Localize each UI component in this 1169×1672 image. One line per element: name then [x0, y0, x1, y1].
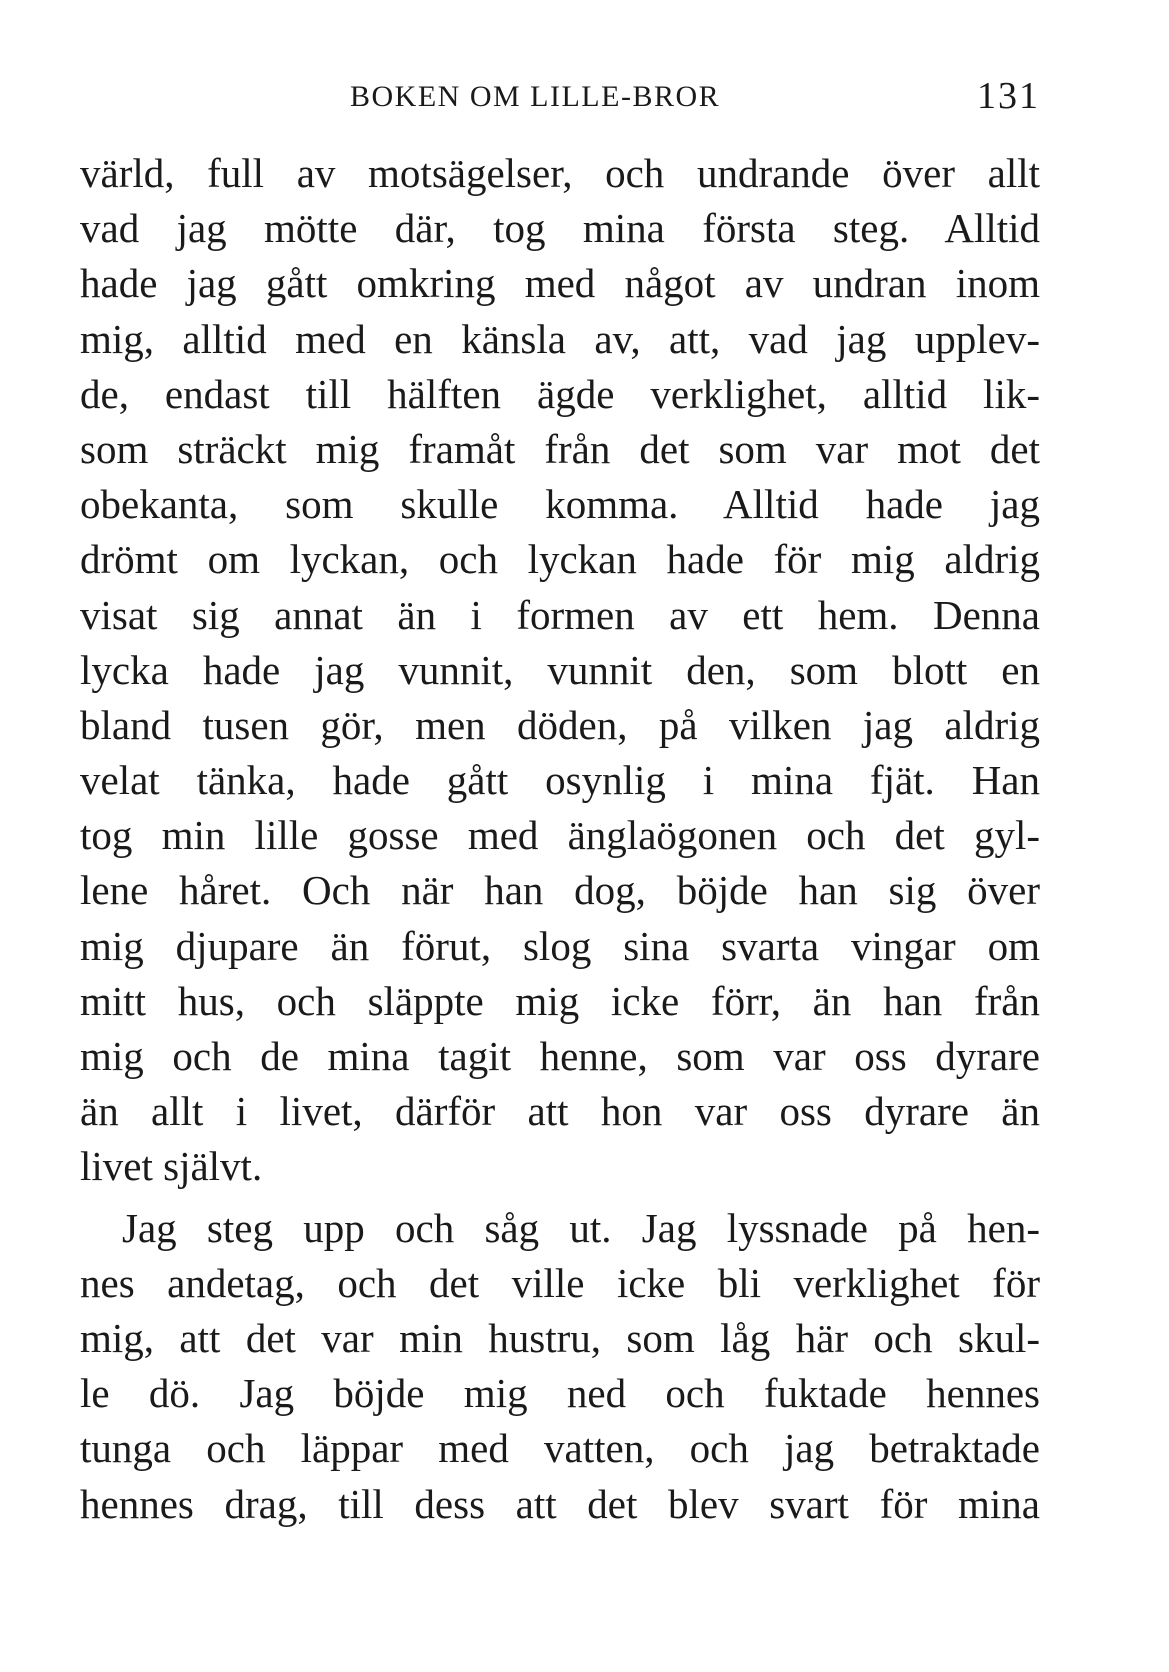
text-line: hennes drag, till dess att det blev svart för mina	[80, 1480, 1040, 1527]
text-line: bland tusen gör, men döden, på vilken jag aldrig	[80, 701, 1040, 748]
text-line: tog min lille gosse med änglaögonen och det gyl-	[80, 812, 1040, 859]
text-line: tunga och läppar med vatten, och jag betraktade	[80, 1425, 1040, 1472]
text-line: mig djupare än förut, slog sina svarta vingar om	[80, 922, 1040, 969]
text-line: värld, full av motsägelser, och undrande över allt	[80, 150, 1040, 196]
text-line: de, endast till hälften ägde verklighet, alltid lik-	[80, 370, 1040, 417]
body-text	[80, 146, 1040, 1532]
text-line: visat sig annat än i formen av ett hem. Denna	[80, 591, 1040, 638]
text-line: lene håret. Och när han dog, böjde han sig över	[80, 867, 1040, 914]
text-line: mig, alltid med en känsla av, att, vad jag upplev-	[80, 315, 1040, 362]
text-line: obekanta, som skulle komma. Alltid hade jag	[80, 481, 1040, 528]
paragraph-1	[80, 146, 1040, 1195]
text-line: nes andetag, och det ville icke bli verklighet för	[80, 1259, 1040, 1306]
text-line: mig, att det var min hustru, som låg här och skul-	[80, 1314, 1040, 1361]
paragraph-2	[80, 1201, 1040, 1532]
text-line: än allt i livet, därför att hon var oss dyrare än	[80, 1088, 1040, 1135]
text-line: Jag steg upp och såg ut. Jag lyssnade på hen-	[122, 1204, 1040, 1251]
text-line: vad jag mötte där, tog mina första steg. Alltid	[80, 205, 1040, 252]
text-line: lycka hade jag vunnit, vunnit den, som blott en	[80, 646, 1040, 693]
text-line: mitt hus, och släppte mig icke förr, än han från	[80, 977, 1040, 1024]
text-line: drömt om lyckan, och lyckan hade för mig aldrig	[80, 536, 1040, 583]
text-line: velat tänka, hade gått osynlig i mina fjät. Han	[80, 757, 1040, 804]
text-line: som sträckt mig framåt från det som var mot det	[80, 425, 1040, 472]
page-number: 131	[977, 75, 1040, 117]
text-line: livet självt.	[80, 1143, 263, 1190]
running-head	[80, 72, 1040, 116]
text-line: le dö. Jag böjde mig ned och fuktade hennes	[80, 1370, 1040, 1417]
text-line: mig och de mina tagit henne, som var oss dyrare	[80, 1033, 1040, 1079]
text-line: hade jag gått omkring med något av undran inom	[80, 260, 1040, 307]
running-title: BOKEN OM LILLE-BROR	[350, 80, 721, 113]
